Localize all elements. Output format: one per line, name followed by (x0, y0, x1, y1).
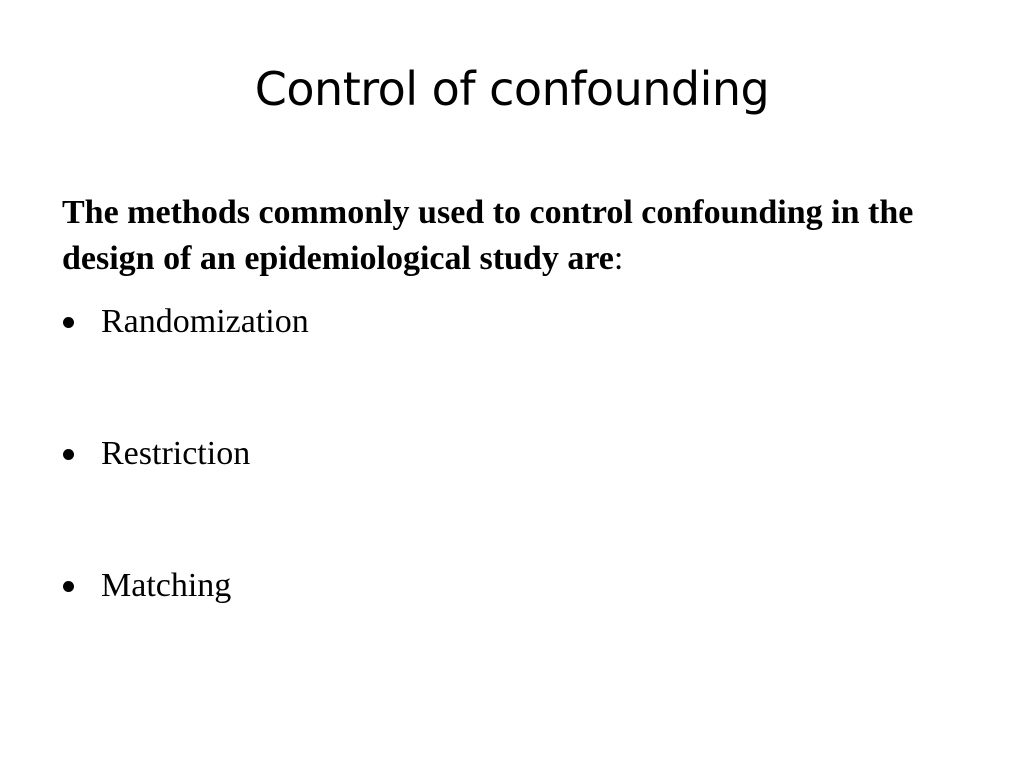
bullet-item-matching (62, 564, 309, 608)
slide-title: Control of confounding (254, 62, 770, 116)
intro-paragraph (62, 190, 982, 282)
bullet-item-randomization (62, 300, 309, 344)
bullet-label: Matching (101, 567, 232, 604)
bullet-list (62, 300, 309, 608)
bullet-item-restriction (62, 432, 309, 476)
bullet-icon (63, 449, 74, 460)
bullet-icon (63, 317, 74, 328)
bullet-label: Restriction (101, 435, 251, 472)
bullet-icon (63, 581, 74, 592)
intro-text: The methods commonly used to control confounding in the design of an epidemiological study are (62, 194, 914, 277)
intro-colon: : (613, 240, 624, 277)
bullet-label: Randomization (101, 303, 309, 340)
